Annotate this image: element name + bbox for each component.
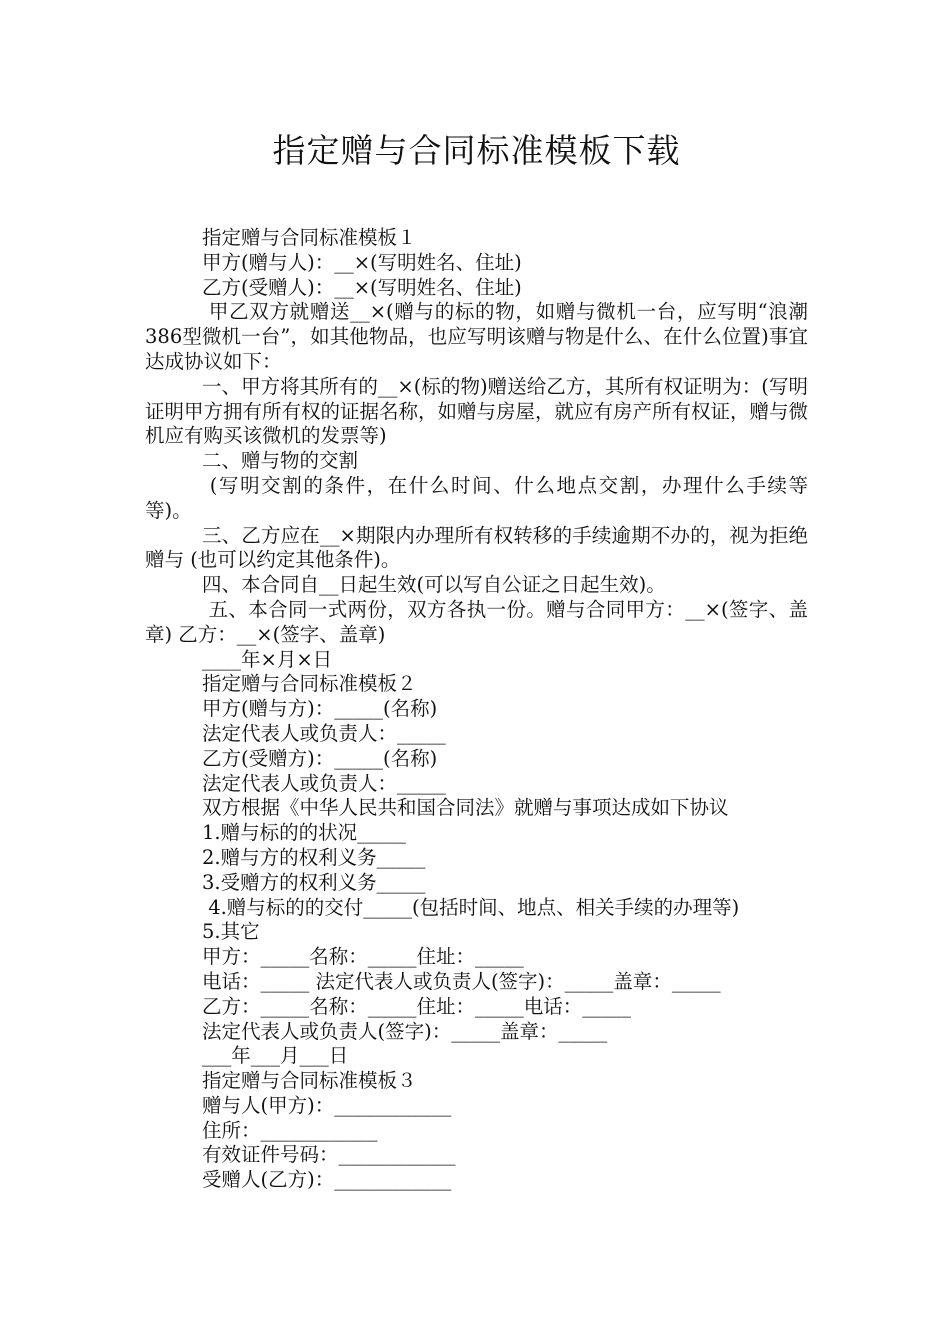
paragraph: 甲方(赠与人)：__×(写明姓名、住址)	[202, 250, 522, 274]
paragraph: 乙方：_____名称：_____住址：_____电话：_____	[202, 994, 632, 1018]
paragraph: (写明交割的条件，在什么时间、什么地点交割，办理什么手续等等)。	[145, 473, 808, 522]
paragraph: 3.受赠方的权利义务_____	[202, 870, 426, 894]
document-body	[145, 226, 808, 1193]
paragraph: 受赠人(乙方)：____________	[202, 1168, 452, 1192]
document-title: 指定赠与合同标准模板下载	[272, 131, 681, 170]
paragraph: 甲乙双方就赠送__×(赠与的标的物，如赠与微机一台，应写明“浪潮386型微机一台”，如其他物品，也应写明该赠与物是什么、在什么位置)事宜达成协议如下：	[145, 300, 808, 373]
paragraph: 二、赠与物的交割	[202, 449, 359, 473]
paragraph: 5.其它	[202, 920, 260, 944]
paragraph: 五、本合同一式两份，双方各执一份。赠与合同甲方：__×(签字、盖章) 乙方：__×(签字、盖章)	[145, 597, 808, 646]
paragraph: 电话：_____ 法定代表人或负责人(签字)：_____盖章：_____	[202, 969, 721, 993]
paragraph: 法定代表人或负责人：_____	[202, 771, 446, 795]
paragraph: ____年×月×日	[202, 647, 333, 671]
paragraph: 指定赠与合同标准模板３	[202, 1069, 417, 1093]
paragraph: 甲方(赠与方)：_____(名称)	[202, 697, 438, 721]
paragraph: 一、甲方将其所有的__×(标的物)赠送给乙方，其所有权证明为：(写明证明甲方拥有所有权的证据名称，如赠与房屋，就应有房产所有权证，赠与微机应有购买该微机的发票等)	[145, 374, 809, 448]
paragraph: 乙方(受赠方)：_____(名称)	[202, 746, 438, 770]
paragraph: 2.赠与方的权利义务_____	[202, 845, 426, 869]
paragraph: 有效证件号码：____________	[202, 1143, 456, 1167]
paragraph: 双方根据《中华人民共和国合同法》就赠与事项达成如下协议	[202, 796, 729, 820]
paragraph: 4.赠与标的的交付_____(包括时间、地点、相关手续的办理等)	[202, 895, 740, 919]
paragraph: 指定赠与合同标准模板１	[202, 226, 417, 249]
paragraph: 四、本合同自__日起生效(可以写自公证之日起生效)。	[202, 573, 666, 597]
paragraph: 法定代表人或负责人(签字)：_____盖章：_____	[202, 1019, 608, 1043]
paragraph: 1.赠与标的的状况_____	[202, 821, 406, 845]
paragraph: 指定赠与合同标准模板２	[202, 672, 417, 696]
paragraph: 三、乙方应在__×期限内办理所有权转移的手续逾期不办的，视为拒绝赠与 (也可以约定其他条件)。	[145, 523, 808, 572]
paragraph: 住所：____________	[202, 1118, 378, 1142]
paragraph: 乙方(受赠人)：__×(写明姓名、住址)	[202, 275, 522, 299]
paragraph: 甲方：_____名称：_____住址：_____	[202, 945, 524, 969]
paragraph: ___年___月___日	[202, 1044, 349, 1068]
paragraph: 赠与人(甲方)：____________	[202, 1093, 452, 1117]
paragraph: 法定代表人或负责人：_____	[202, 721, 446, 745]
